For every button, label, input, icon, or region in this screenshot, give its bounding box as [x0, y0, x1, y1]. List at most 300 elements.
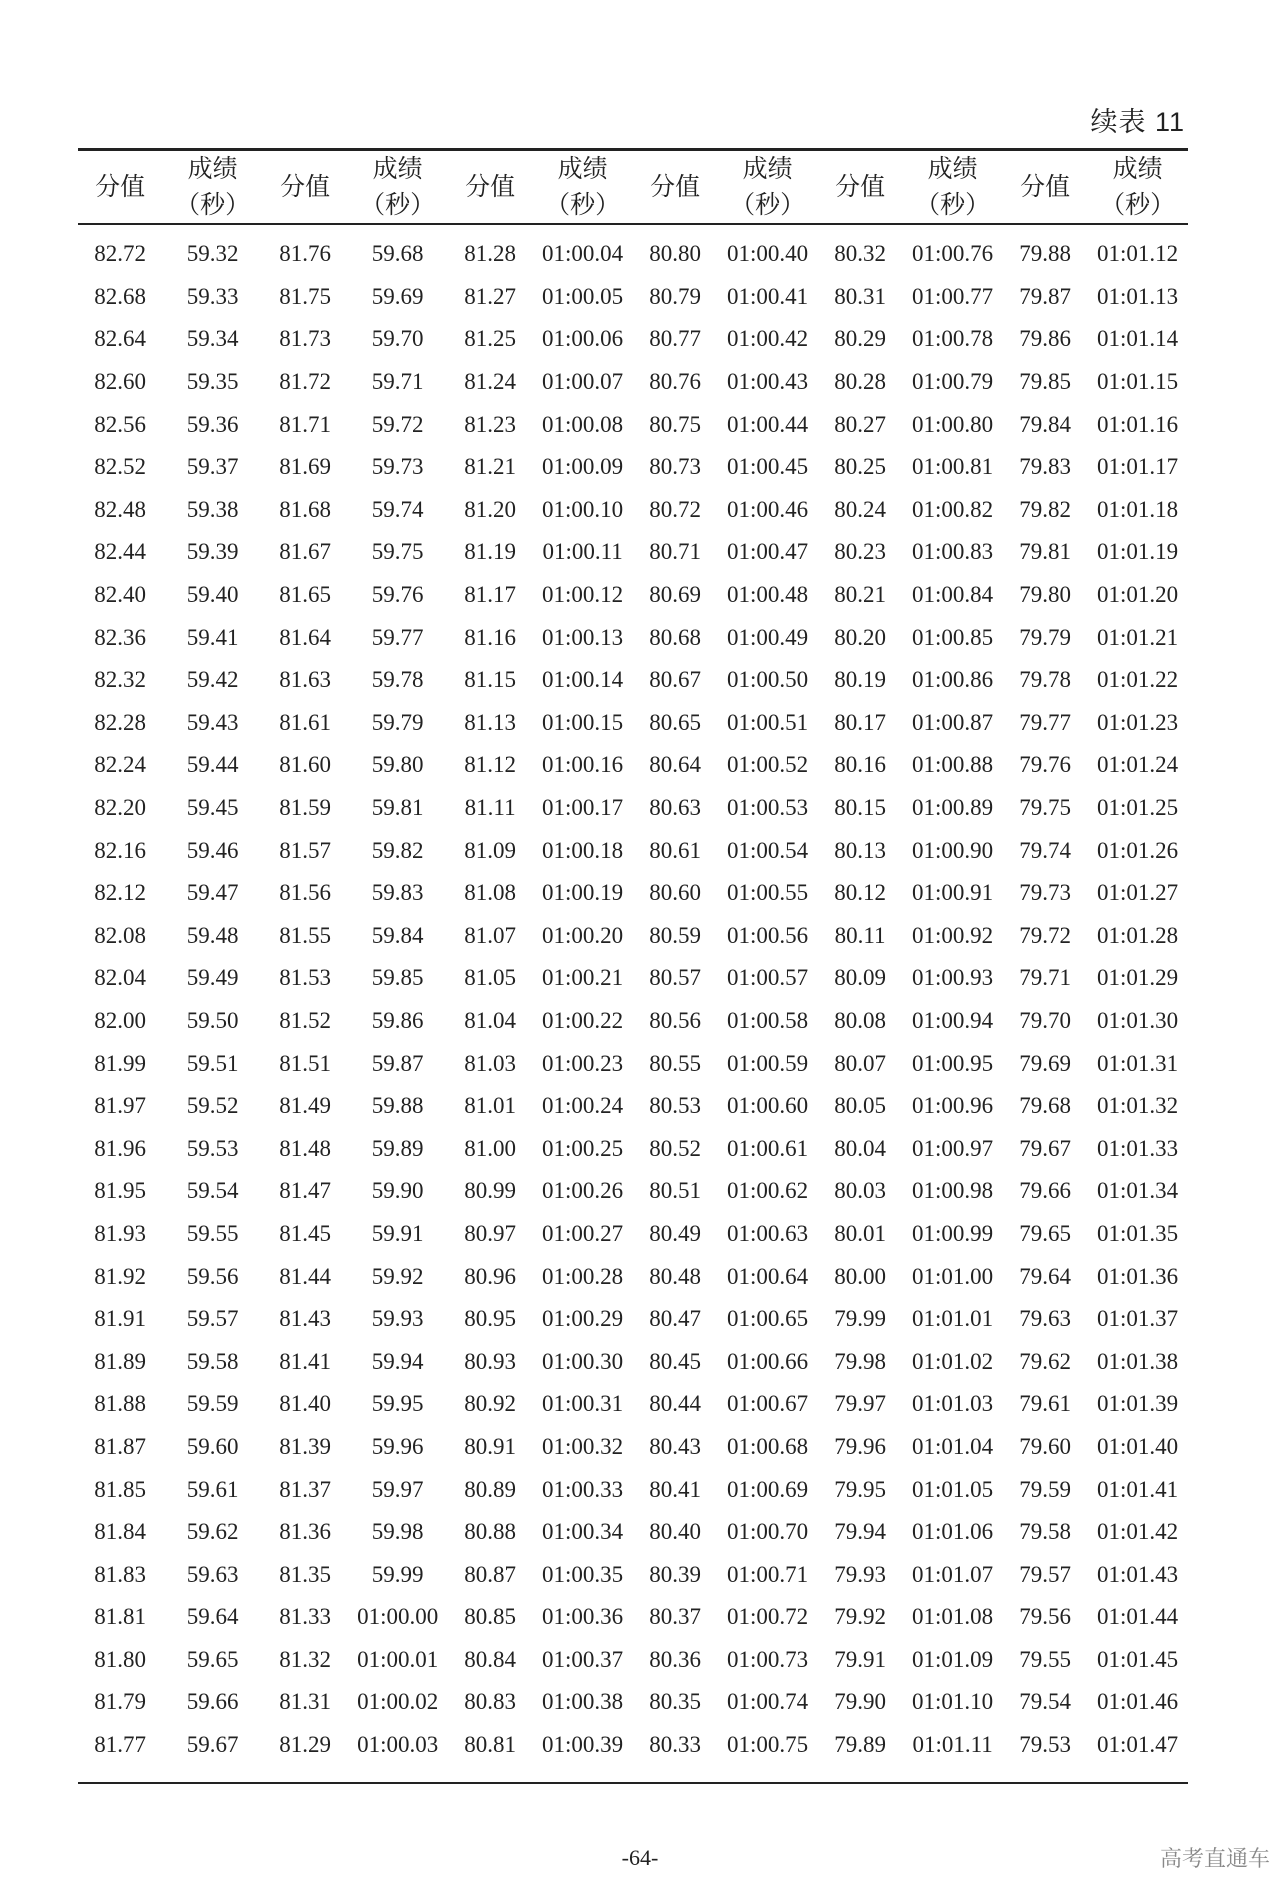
- time-cell: 59.99: [371, 1561, 424, 1587]
- score-cell: 81.69: [279, 454, 332, 480]
- time-cell: 59.36: [186, 411, 239, 437]
- score-cell: 82.00: [94, 1007, 147, 1033]
- score-cell: 82.40: [94, 582, 147, 608]
- score-cell: 82.12: [94, 880, 147, 906]
- time-cell: 01:01.35: [1097, 1220, 1179, 1246]
- time-cell: 59.90: [371, 1178, 424, 1204]
- time-cell: 59.57: [186, 1306, 239, 1332]
- time-cell: 01:00.90: [912, 837, 994, 863]
- time-cell: 01:01.27: [1097, 880, 1179, 906]
- time-cell: 01:01.00: [912, 1263, 994, 1289]
- header-unit: （秒）: [730, 191, 806, 219]
- table-row: [78, 224, 1188, 276]
- time-cell: 01:00.72: [727, 1604, 809, 1630]
- score-table: [78, 148, 1188, 1784]
- header-score: [1003, 150, 1087, 225]
- time-cell: 01:01.40: [1097, 1433, 1179, 1459]
- time-cell: 59.70: [371, 326, 424, 352]
- score-cell: 79.98: [834, 1348, 886, 1374]
- score-cell: 81.89: [94, 1348, 147, 1374]
- time-cell: 01:00.48: [727, 582, 809, 608]
- time-cell: 01:00.07: [542, 369, 624, 395]
- time-cell: 59.65: [186, 1646, 239, 1672]
- time-cell: 59.40: [186, 582, 239, 608]
- time-cell: 01:00.65: [727, 1306, 809, 1332]
- score-cell: 80.36: [649, 1646, 701, 1672]
- time-cell: 59.37: [186, 454, 239, 480]
- time-cell: 01:00.64: [727, 1263, 809, 1289]
- score-cell: 80.65: [649, 709, 701, 735]
- time-cell: 01:00.75: [727, 1732, 809, 1758]
- score-cell: 82.04: [94, 965, 147, 991]
- time-cell: 01:01.26: [1097, 837, 1179, 863]
- time-cell: 01:01.30: [1097, 1007, 1179, 1033]
- score-cell: 82.28: [94, 709, 147, 735]
- time-cell: 01:00.35: [542, 1561, 624, 1587]
- time-cell: 01:00.47: [727, 539, 809, 565]
- table-row: [78, 1724, 1188, 1784]
- score-cell: 79.53: [1019, 1732, 1071, 1758]
- time-cell: 59.51: [186, 1050, 239, 1076]
- time-cell: 01:01.24: [1097, 752, 1179, 778]
- score-cell: 80.32: [834, 241, 886, 267]
- score-cell: 79.79: [1019, 624, 1071, 650]
- score-cell: 79.54: [1019, 1689, 1071, 1715]
- score-cell: 79.80: [1019, 582, 1071, 608]
- score-cell: 81.77: [94, 1732, 147, 1758]
- watermark: 高考直通车: [1159, 1846, 1270, 1871]
- score-cell: 80.89: [464, 1476, 516, 1502]
- time-cell: 01:01.14: [1097, 326, 1179, 352]
- time-cell: 01:00.38: [542, 1689, 624, 1715]
- score-cell: 81.87: [94, 1433, 147, 1459]
- score-cell: 80.29: [834, 326, 886, 352]
- time-cell: 01:01.03: [912, 1391, 994, 1417]
- score-cell: 80.35: [649, 1689, 701, 1715]
- time-cell: 59.81: [371, 795, 424, 821]
- score-cell: 79.69: [1019, 1050, 1071, 1076]
- header-label: 分值: [835, 173, 886, 201]
- time-cell: 01:01.44: [1097, 1604, 1179, 1630]
- time-cell: 59.48: [186, 922, 239, 948]
- score-cell: 80.80: [649, 241, 701, 267]
- score-cell: 81.39: [279, 1433, 332, 1459]
- time-cell: 01:00.44: [727, 411, 809, 437]
- score-cell: 80.85: [464, 1604, 516, 1630]
- header-row: [78, 150, 1188, 225]
- table-caption: 续表 11: [1090, 107, 1185, 137]
- score-cell: 80.01: [834, 1220, 886, 1246]
- time-cell: 01:00.70: [727, 1519, 809, 1545]
- time-cell: 01:00.08: [542, 411, 624, 437]
- table-row: [78, 489, 1188, 532]
- time-cell: 01:00.25: [542, 1135, 624, 1161]
- score-cell: 81.00: [464, 1135, 516, 1161]
- header-score: [78, 150, 162, 225]
- score-cell: 82.16: [94, 837, 147, 863]
- time-cell: 59.38: [186, 496, 239, 522]
- score-cell: 81.40: [279, 1391, 332, 1417]
- score-cell: 81.63: [279, 667, 332, 693]
- score-cell: 81.41: [279, 1348, 332, 1374]
- time-cell: 01:00.59: [727, 1050, 809, 1076]
- score-cell: 79.89: [834, 1732, 886, 1758]
- time-cell: 01:01.47: [1097, 1732, 1179, 1758]
- header-label: 成绩: [927, 155, 978, 183]
- time-cell: 01:01.15: [1097, 369, 1179, 395]
- score-cell: 79.61: [1019, 1391, 1071, 1417]
- header-unit: （秒）: [915, 191, 991, 219]
- table-row: [78, 1681, 1188, 1724]
- time-cell: 01:01.39: [1097, 1391, 1179, 1417]
- time-cell: 01:01.22: [1097, 667, 1179, 693]
- score-cell: 79.59: [1019, 1476, 1071, 1502]
- time-cell: 01:00.86: [912, 667, 994, 693]
- score-cell: 79.88: [1019, 241, 1071, 267]
- table-row: [78, 1127, 1188, 1170]
- score-cell: 80.73: [649, 454, 701, 480]
- score-cell: 80.96: [464, 1263, 516, 1289]
- score-cell: 81.61: [279, 709, 332, 735]
- score-cell: 79.99: [834, 1306, 886, 1332]
- header-unit: （秒）: [1100, 191, 1176, 219]
- time-cell: 01:00.22: [542, 1007, 624, 1033]
- score-cell: 79.63: [1019, 1306, 1071, 1332]
- time-cell: 59.46: [186, 837, 239, 863]
- score-cell: 80.64: [649, 752, 701, 778]
- score-cell: 79.67: [1019, 1135, 1071, 1161]
- header-label: 分值: [465, 173, 516, 201]
- score-cell: 81.96: [94, 1135, 147, 1161]
- score-cell: 79.77: [1019, 709, 1071, 735]
- score-cell: 81.51: [279, 1050, 332, 1076]
- time-cell: 01:00.09: [542, 454, 624, 480]
- time-cell: 01:00.27: [542, 1220, 624, 1246]
- score-cell: 80.07: [834, 1050, 886, 1076]
- header-time: [902, 150, 1003, 225]
- score-cell: 80.95: [464, 1306, 516, 1332]
- score-cell: 81.05: [464, 965, 516, 991]
- score-cell: 81.24: [464, 369, 516, 395]
- score-cell: 80.24: [834, 496, 886, 522]
- header-label: 分值: [280, 173, 331, 201]
- score-cell: 80.67: [649, 667, 701, 693]
- score-cell: 80.15: [834, 795, 886, 821]
- table-row: [78, 1085, 1188, 1128]
- time-cell: 01:01.12: [1097, 241, 1179, 267]
- score-cell: 80.92: [464, 1391, 516, 1417]
- score-cell: 79.60: [1019, 1433, 1071, 1459]
- time-cell: 01:00.45: [727, 454, 809, 480]
- time-cell: 01:00.32: [542, 1433, 624, 1459]
- table-row: [78, 787, 1188, 830]
- table-row: [78, 957, 1188, 1000]
- time-cell: 59.78: [371, 667, 424, 693]
- time-cell: 59.35: [186, 369, 239, 395]
- score-cell: 81.07: [464, 922, 516, 948]
- time-cell: 59.86: [371, 1007, 424, 1033]
- time-cell: 01:01.09: [912, 1646, 994, 1672]
- score-cell: 81.23: [464, 411, 516, 437]
- time-cell: 01:00.13: [542, 624, 624, 650]
- score-cell: 80.43: [649, 1433, 701, 1459]
- score-cell: 81.04: [464, 1007, 516, 1033]
- score-cell: 80.99: [464, 1178, 516, 1204]
- time-cell: 59.39: [186, 539, 239, 565]
- time-cell: 59.80: [371, 752, 424, 778]
- time-cell: 59.74: [371, 496, 424, 522]
- time-cell: 01:00.50: [727, 667, 809, 693]
- time-cell: 01:00.29: [542, 1306, 624, 1332]
- time-cell: 01:00.14: [542, 667, 624, 693]
- table-row: [78, 1340, 1188, 1383]
- score-cell: 81.16: [464, 624, 516, 650]
- header-label: 成绩: [742, 155, 793, 183]
- score-cell: 79.90: [834, 1689, 886, 1715]
- score-cell: 80.87: [464, 1561, 516, 1587]
- score-cell: 81.84: [94, 1519, 147, 1545]
- score-cell: 80.97: [464, 1220, 516, 1246]
- score-cell: 81.21: [464, 454, 516, 480]
- header-score: [263, 150, 347, 225]
- time-cell: 01:00.18: [542, 837, 624, 863]
- time-cell: 01:00.31: [542, 1391, 624, 1417]
- score-cell: 81.32: [279, 1646, 332, 1672]
- time-cell: 01:00.46: [727, 496, 809, 522]
- score-cell: 80.57: [649, 965, 701, 991]
- score-cell: 79.65: [1019, 1220, 1071, 1246]
- time-cell: 59.72: [371, 411, 424, 437]
- time-cell: 01:00.54: [727, 837, 809, 863]
- score-cell: 80.45: [649, 1348, 701, 1374]
- table-row: [78, 1553, 1188, 1596]
- table-row: [78, 915, 1188, 958]
- time-cell: 59.77: [371, 624, 424, 650]
- time-cell: 59.56: [186, 1263, 239, 1289]
- table-row: [78, 1511, 1188, 1554]
- table-row: [78, 1170, 1188, 1213]
- score-cell: 81.97: [94, 1093, 147, 1119]
- score-cell: 81.11: [464, 795, 516, 821]
- score-cell: 79.86: [1019, 326, 1071, 352]
- time-cell: 59.66: [186, 1689, 239, 1715]
- score-cell: 80.61: [649, 837, 701, 863]
- time-cell: 59.87: [371, 1050, 424, 1076]
- time-cell: 59.63: [186, 1561, 239, 1587]
- table-row: [78, 318, 1188, 361]
- time-cell: 59.43: [186, 709, 239, 735]
- time-cell: 01:00.10: [542, 496, 624, 522]
- table-row: [78, 276, 1188, 319]
- time-cell: 01:00.33: [542, 1476, 624, 1502]
- score-cell: 82.32: [94, 667, 147, 693]
- header-unit: （秒）: [175, 191, 251, 219]
- score-cell: 81.45: [279, 1220, 332, 1246]
- time-cell: 01:01.25: [1097, 795, 1179, 821]
- time-cell: 01:00.95: [912, 1050, 994, 1076]
- score-cell: 82.68: [94, 283, 147, 309]
- score-cell: 80.76: [649, 369, 701, 395]
- time-cell: 01:01.45: [1097, 1646, 1179, 1672]
- score-cell: 79.66: [1019, 1178, 1071, 1204]
- time-cell: 01:01.46: [1097, 1689, 1179, 1715]
- score-cell: 81.25: [464, 326, 516, 352]
- time-cell: 59.76: [371, 582, 424, 608]
- time-cell: 59.47: [186, 880, 239, 906]
- score-cell: 81.08: [464, 880, 516, 906]
- score-cell: 80.60: [649, 880, 701, 906]
- time-cell: 01:00.23: [542, 1050, 624, 1076]
- time-cell: 01:00.53: [727, 795, 809, 821]
- score-cell: 81.59: [279, 795, 332, 821]
- score-cell: 80.56: [649, 1007, 701, 1033]
- score-cell: 81.49: [279, 1093, 332, 1119]
- time-cell: 01:01.23: [1097, 709, 1179, 735]
- score-cell: 79.55: [1019, 1646, 1071, 1672]
- score-cell: 80.53: [649, 1093, 701, 1119]
- score-cell: 81.43: [279, 1306, 332, 1332]
- score-cell: 81.31: [279, 1689, 332, 1715]
- header-time: [532, 150, 633, 225]
- score-cell: 80.03: [834, 1178, 886, 1204]
- score-cell: 79.73: [1019, 880, 1071, 906]
- time-cell: 01:00.82: [912, 496, 994, 522]
- time-cell: 01:00.06: [542, 326, 624, 352]
- time-cell: 59.32: [186, 241, 239, 267]
- time-cell: 59.75: [371, 539, 424, 565]
- score-cell: 80.88: [464, 1519, 516, 1545]
- score-cell: 79.74: [1019, 837, 1071, 863]
- time-cell: 01:00.60: [727, 1093, 809, 1119]
- time-cell: 01:01.08: [912, 1604, 994, 1630]
- time-cell: 59.45: [186, 795, 239, 821]
- score-cell: 80.31: [834, 283, 886, 309]
- score-cell: 81.92: [94, 1263, 147, 1289]
- time-cell: 01:00.37: [542, 1646, 624, 1672]
- score-cell: 81.83: [94, 1561, 147, 1587]
- time-cell: 59.98: [371, 1519, 424, 1545]
- score-cell: 81.09: [464, 837, 516, 863]
- time-cell: 59.88: [371, 1093, 424, 1119]
- time-cell: 59.84: [371, 922, 424, 948]
- header-label: 成绩: [372, 155, 423, 183]
- score-cell: 82.60: [94, 369, 147, 395]
- header-time: [162, 150, 263, 225]
- score-cell: 81.53: [279, 965, 332, 991]
- score-cell: 80.00: [834, 1263, 886, 1289]
- time-cell: 01:00.77: [912, 283, 994, 309]
- time-cell: 01:00.34: [542, 1519, 624, 1545]
- time-cell: 01:01.41: [1097, 1476, 1179, 1502]
- score-cell: 80.79: [649, 283, 701, 309]
- header-label: 分值: [650, 173, 701, 201]
- time-cell: 01:00.94: [912, 1007, 994, 1033]
- header-label: 分值: [1020, 173, 1071, 201]
- time-cell: 01:01.33: [1097, 1135, 1179, 1161]
- score-cell: 80.91: [464, 1433, 516, 1459]
- time-cell: 59.92: [371, 1263, 424, 1289]
- score-cell: 81.56: [279, 880, 332, 906]
- score-cell: 82.64: [94, 326, 147, 352]
- time-cell: 01:00.71: [727, 1561, 809, 1587]
- time-cell: 59.33: [186, 283, 239, 309]
- header-label: 成绩: [557, 155, 608, 183]
- score-cell: 79.58: [1019, 1519, 1071, 1545]
- score-cell: 80.47: [649, 1306, 701, 1332]
- score-cell: 81.01: [464, 1093, 516, 1119]
- score-cell: 81.80: [94, 1646, 147, 1672]
- time-cell: 01:00.67: [727, 1391, 809, 1417]
- time-cell: 59.53: [186, 1135, 239, 1161]
- time-cell: 01:00.98: [912, 1178, 994, 1204]
- score-cell: 80.59: [649, 922, 701, 948]
- time-cell: 01:00.43: [727, 369, 809, 395]
- score-cell: 79.64: [1019, 1263, 1071, 1289]
- time-cell: 01:00.85: [912, 624, 994, 650]
- time-cell: 59.62: [186, 1519, 239, 1545]
- score-cell: 81.88: [94, 1391, 147, 1417]
- time-cell: 01:00.36: [542, 1604, 624, 1630]
- score-cell: 80.48: [649, 1263, 701, 1289]
- time-cell: 01:00.57: [727, 965, 809, 991]
- time-cell: 59.61: [186, 1476, 239, 1502]
- score-cell: 80.37: [649, 1604, 701, 1630]
- time-cell: 01:00.51: [727, 709, 809, 735]
- score-cell: 81.76: [279, 241, 332, 267]
- score-cell: 79.70: [1019, 1007, 1071, 1033]
- score-cell: 81.13: [464, 709, 516, 735]
- time-cell: 59.58: [186, 1348, 239, 1374]
- header-unit: （秒）: [360, 191, 436, 219]
- time-cell: 01:00.61: [727, 1135, 809, 1161]
- time-cell: 01:00.16: [542, 752, 624, 778]
- score-cell: 79.68: [1019, 1093, 1071, 1119]
- score-cell: 81.28: [464, 241, 516, 267]
- time-cell: 01:00.68: [727, 1433, 809, 1459]
- time-cell: 01:00.20: [542, 922, 624, 948]
- time-cell: 01:00.81: [912, 454, 994, 480]
- score-cell: 79.92: [834, 1604, 886, 1630]
- score-cell: 81.85: [94, 1476, 147, 1502]
- score-cell: 79.78: [1019, 667, 1071, 693]
- time-cell: 59.52: [186, 1093, 239, 1119]
- time-cell: 01:00.66: [727, 1348, 809, 1374]
- table-row: [78, 1426, 1188, 1469]
- time-cell: 01:00.03: [357, 1732, 439, 1758]
- score-cell: 79.72: [1019, 922, 1071, 948]
- score-cell: 81.95: [94, 1178, 147, 1204]
- score-cell: 81.64: [279, 624, 332, 650]
- score-cell: 81.57: [279, 837, 332, 863]
- table-row: [78, 1383, 1188, 1426]
- score-cell: 79.75: [1019, 795, 1071, 821]
- time-cell: 01:00.12: [542, 582, 624, 608]
- header-label: 成绩: [1112, 155, 1163, 183]
- score-cell: 79.56: [1019, 1604, 1071, 1630]
- time-cell: 59.55: [186, 1220, 239, 1246]
- table-row: [78, 1639, 1188, 1682]
- score-cell: 81.17: [464, 582, 516, 608]
- time-cell: 01:01.20: [1097, 582, 1179, 608]
- page-number: -64-: [621, 1845, 659, 1870]
- score-cell: 81.15: [464, 667, 516, 693]
- table-row: [78, 1255, 1188, 1298]
- time-cell: 01:01.42: [1097, 1519, 1179, 1545]
- score-cell: 82.24: [94, 752, 147, 778]
- score-cell: 80.21: [834, 582, 886, 608]
- time-cell: 01:00.41: [727, 283, 809, 309]
- table-row: [78, 829, 1188, 872]
